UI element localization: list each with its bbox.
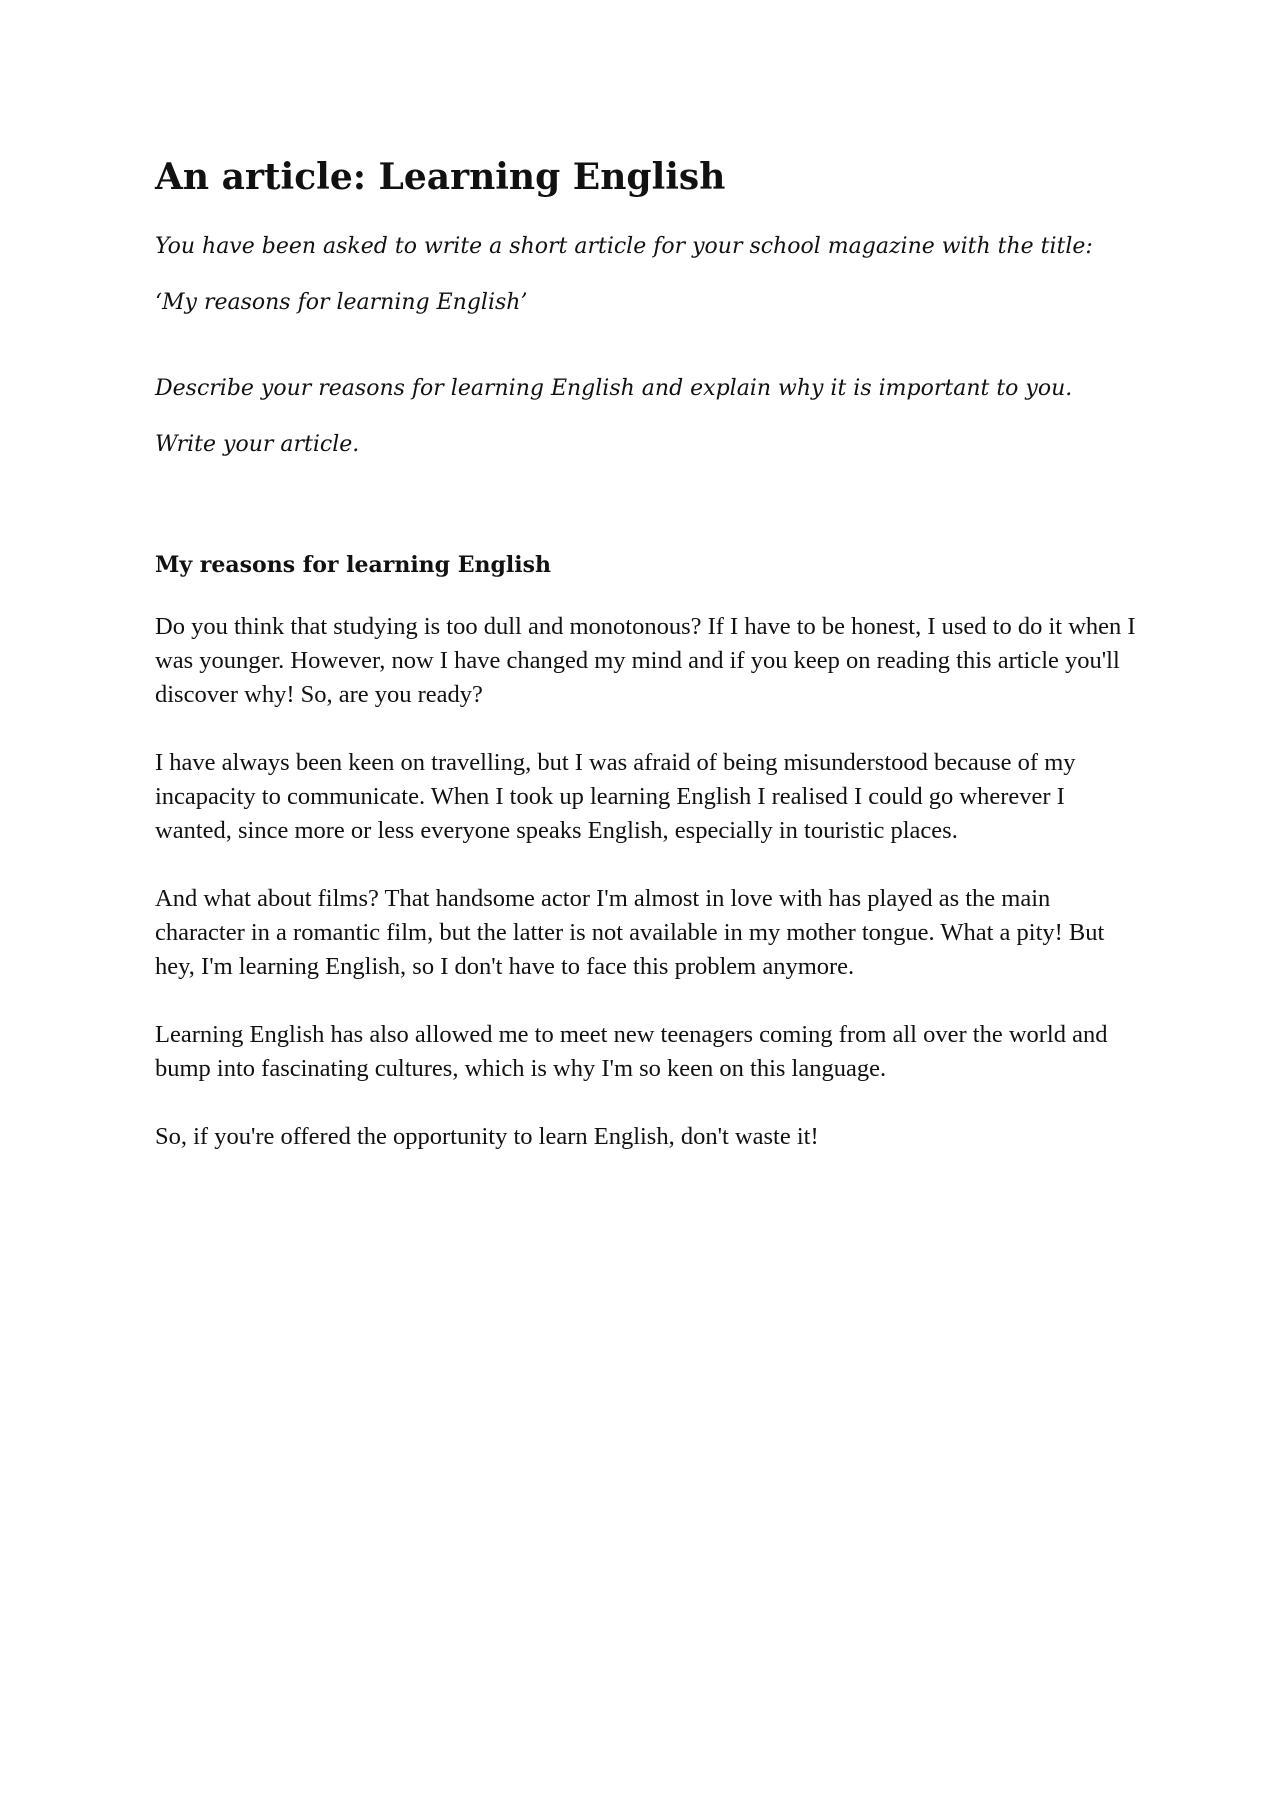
prompt-task: Describe your reasons for learning English and explain why it is important to you. bbox=[155, 376, 1073, 401]
article-paragraph: And what about films? That handsome actor I'm almost in love with has played as the main character in a romantic film, but the latter is not available in my mother tongue. What a pity! But hey, I'm learning English, so I don't have to face this problem anymore. bbox=[155, 885, 1105, 980]
article-paragraph: Learning English has also allowed me to meet new teenagers coming from all over the world and bump into fascinating cultures, which is why I'm so keen on this language. bbox=[155, 1021, 1108, 1082]
article-title: My reasons for learning English bbox=[155, 552, 551, 578]
prompt-instruction: You have been asked to write a short article for your school magazine with the title: bbox=[155, 234, 1093, 259]
prompt-article-title: ‘My reasons for learning English’ bbox=[155, 290, 528, 315]
article-paragraph: I have always been keen on travelling, but I was afraid of being misunderstood because of my incapacity to communicate. When I took up learning English I realised I could go wherever I wanted, since more or less everyone speaks English, especially in touristic places. bbox=[155, 749, 1076, 844]
article-paragraph: Do you think that studying is too dull and monotonous? If I have to be honest, I used to do it when I was younger. However, now I have changed my mind and if you keep on reading this article you'll discover why! So, are you ready? bbox=[155, 613, 1136, 708]
document-title: An article: Learning English bbox=[155, 156, 726, 198]
article-paragraph: So, if you're offered the opportunity to learn English, don't waste it! bbox=[155, 1123, 819, 1150]
prompt-write: Write your article. bbox=[155, 432, 360, 457]
document-page bbox=[155, 150, 1145, 1188]
